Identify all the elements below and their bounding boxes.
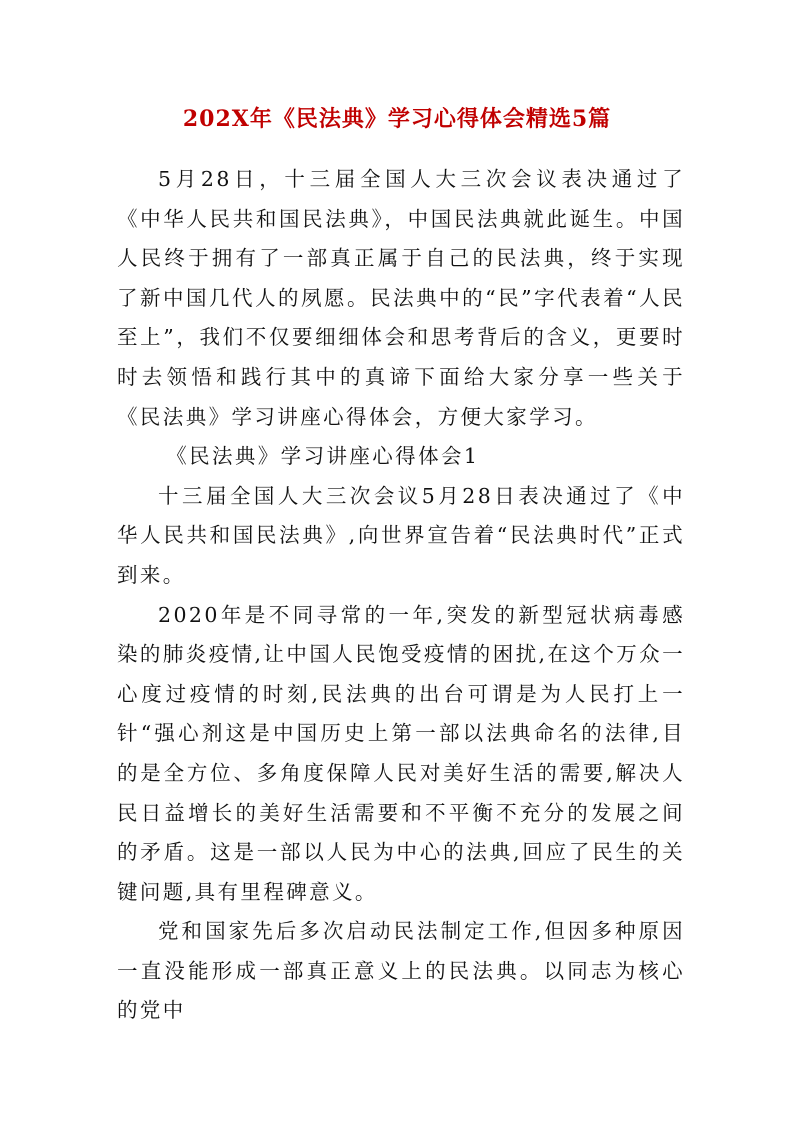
paragraph: 2020年是不同寻常的一年,突发的新型冠状病毒感染的肺炎疫情,让中国人民饱受疫情的困扰,在这个万众一心度过疫情的时刻,民法典的出台可谓是为人民打上一针“强心剂这是中国历史上第一部以法典命名的法律,目的是全方位、多角度保障人民对美好生活的需要,解决人民日益增长的美好生活需要和不平衡不充分的发展之间的矛盾。这是一部以人民为中心的法典,回应了民生的关键问题,具有里程碑意义。 — [117, 602, 685, 904]
section-heading: 《民法典》学习讲座心得体会1 — [166, 444, 480, 469]
document-body — [117, 160, 685, 1031]
paragraph: 党和国家先后多次启动民法制定工作,但因多种原因一直没能形成一部真正意义上的民法典。以同志为核心的党中 — [117, 919, 685, 1023]
paragraph-intro: 5月28日，十三届全国人大三次会议表决通过了《中华人民共和国民法典》，中国民法典就此诞生。中国人民终于拥有了一部真正属于自己的民法典，终于实现了新中国几代人的夙愿。民法典中的“民”字代表着“人民至上”，我们不仅要细细体会和思考背后的含义，更要时时去领悟和践行其中的真谛下面给大家分享一些关于《民法典》学习讲座心得体会，方便大家学习。 — [117, 167, 685, 429]
document-title: 202X年《民法典》学习心得体会精选5篇 — [182, 106, 612, 132]
paragraph: 十三届全国人大三次会议5月28日表决通过了《中华人民共和国民法典》,向世界宣告着“民法典时代”正式到来。 — [117, 483, 685, 587]
